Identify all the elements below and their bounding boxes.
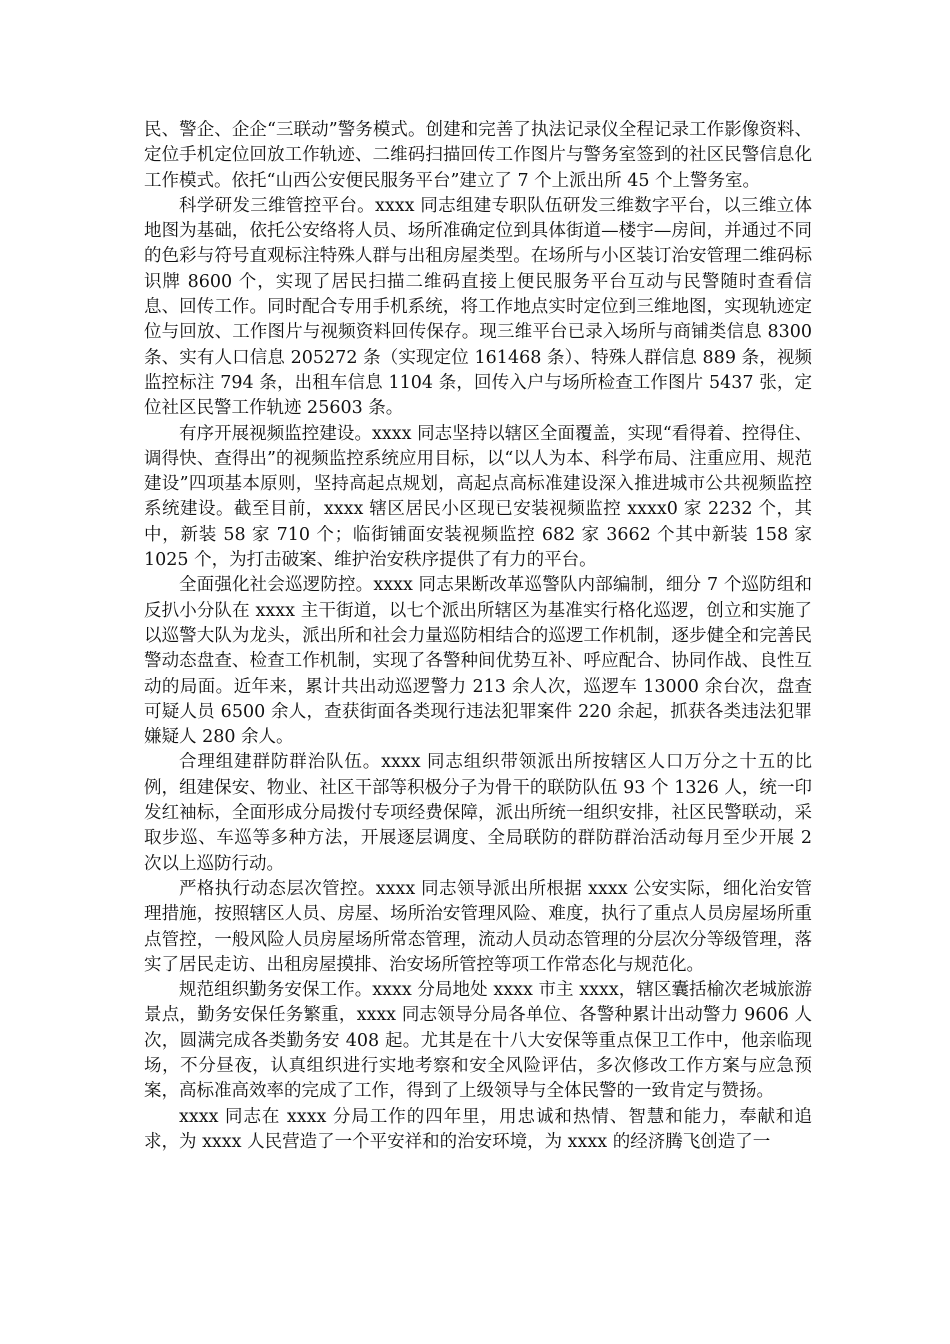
paragraph-patrol-control: 全面强化社会巡逻防控。xxxx 同志果断改革巡警队内部编制，细分 7 个巡防组和反扒小分队在 xxxx 主干街道，以七个派出所辖区为基准实行格化巡逻，创立和实施了以巡警大队为龙头，派出所和社会力量巡防相结合的巡逻工作机制，逐步健全和完善民警动态盘查、检查工作机制，实现了各警种间优势互补、呼应配合、协同作战、良性互动的局面。近年来，累计共出动巡逻警力 213 余人次，巡逻车 13000 余台次，盘查可疑人员 6500 余人，查获街面各类现行违法犯罪案件 220 余起，抓获各类违法犯罪嫌疑人 280 余人。	[144, 575, 812, 748]
paragraph-video-surveillance: 有序开展视频监控建设。xxxx 同志坚持以辖区全面覆盖，实现“看得着、控得住、调得快、查得出”的视频监控系统应用目标，以“以人为本、科学布局、注重应用、规范建设”四项基本原则，坚持高起点规划，高起点高标准建设深入推进城市公共视频监控系统建设。截至目前，xxxx 辖区居民小区现已安装视频监控 xxxx0 家 2232 个，其中，新装 58 家 710 个；临街铺面安装视频监控 682 家 3662 个其中新装 158 家 1025 个，为打击破案、维护治安秩序提供了有力的平台。	[144, 423, 812, 571]
document-body	[144, 118, 812, 1155]
paragraph-dynamic-control: 严格执行动态层次管控。xxxx 同志领导派出所根据 xxxx 公安实际，细化治安管理措施，按照辖区人员、房屋、场所治安管理风险、难度，执行了重点人员房屋场所重点管控，一般风险人员房屋场所常态管理，流动人员动态管理的分层次分等级管理，落实了居民走访、出租房屋摸排、治安场所管控等项工作常态化与规范化。	[144, 878, 812, 975]
paragraph-continued: 民、警企、企企“三联动”警务模式。创建和完善了执法记录仪全程记录工作影像资料、定位手机定位回放工作轨迹、二维码扫描回传工作图片与警务室签到的社区民警信息化工作模式。依托“山西公安便民服务平台”建立了 7 个上派出所 45 个上警务室。	[144, 120, 812, 191]
paragraph-security-duty: 规范组织勤务安保工作。xxxx 分局地处 xxxx 市主 xxxx，辖区囊括榆次老城旅游景点，勤务安保任务繁重，xxxx 同志领导分局各单位、各警种累计出动警力 9606 人次，圆满完成各类勤务安 408 起。尤其是在十八大安保等重点保卫工作中，他亲临现场，不分昼夜，认真组织进行实地考察和安全风险评估，多次修改工作方案与应急预案，高标准高效率的完成了工作，得到了上级领导与全体民警的一致肯定与赞扬。	[144, 980, 812, 1102]
paragraph-summary: xxxx 同志在 xxxx 分局工作的四年里，用忠诚和热情、智慧和能力，奉献和追求，为 xxxx 人民营造了一个平安祥和的治安环境，为 xxxx 的经济腾飞创造了一	[144, 1106, 812, 1152]
paragraph-joint-defense: 合理组建群防群治队伍。xxxx 同志组织带领派出所按辖区人口万分之十五的比例，组建保安、物业、社区干部等积极分子为骨干的联防队伍 93 个 1326 人，统一印发红袖标，全面形成分局拨付专项经费保障，派出所统一组织安排，社区民警联动，采取步巡、车巡等多种方法，开展逐层调度、全局联防的群防群治活动每月至少开展 2 次以上巡防行动。	[144, 752, 812, 874]
paragraph-3d-platform: 科学研发三维管控平台。xxxx 同志组建专职队伍研发三维数字平台，以三维立体地图为基础，依托公安络将人员、场所准确定位到具体街道—楼宇—房间，并通过不同的色彩与符号直观标注特殊人群与出租房屋类型。在场所与小区装订治安管理二维码标识牌 8600 个，实现了居民扫描二维码直接上便民服务平台互动与民警随时查看信息、回传工作。同时配合专用手机系统，将工作地点实时定位到三维地图，实现轨迹定位与回放、工作图片与视频资料回传保存。现三维平台已录入场所与商铺类信息 8300 条、实有人口信息 205272 条（实现定位 161468 条）、特殊人群信息 889 条，视频监控标注 794 条，出租车信息 1104 条，回传入户与场所检查工作图片 5437 张，定位社区民警工作轨迹 25603 条。	[144, 195, 812, 419]
